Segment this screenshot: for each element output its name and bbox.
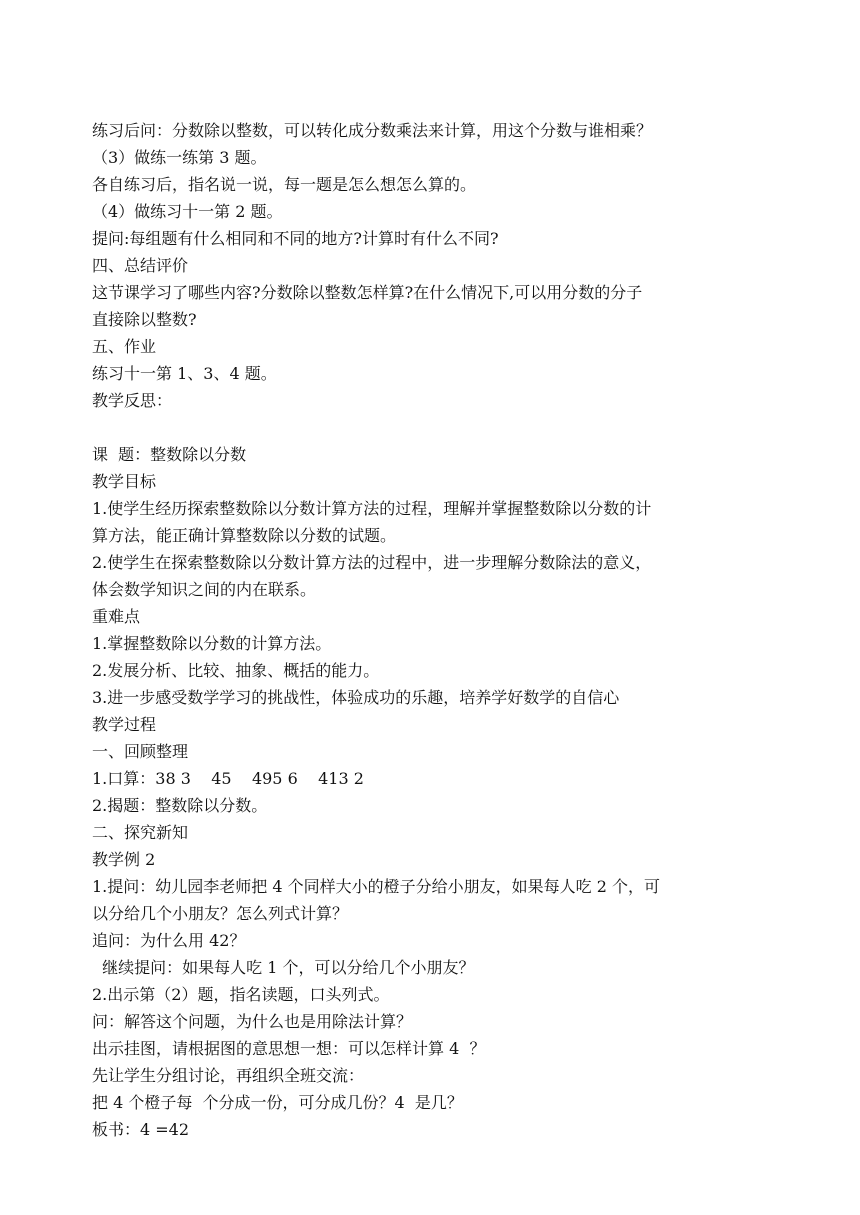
text-line: 体会数学知识之间的内在联系。 — [92, 580, 317, 599]
text-line: 这节课学习了哪些内容?分数除以整数怎样算?在什么情况下,可以用分数的分子 — [92, 283, 643, 302]
text-line: 2.揭题：整数除以分数。 — [92, 796, 268, 815]
text-line: 1.掌握整数除以分数的计算方法。 — [92, 634, 332, 653]
text-line: 1.提问：幼儿园李老师把 4 个同样大小的橙子分给小朋友，如果每人吃 2 个，可 — [92, 877, 660, 896]
text-line: 2.发展分析、比较、抽象、概括的能力。 — [92, 661, 380, 680]
text-line: 把 4 个橙子每 个分成一份，可分成几份？4 是几？ — [92, 1093, 463, 1112]
text-line: （3）做练一练第 3 题。 — [92, 148, 267, 167]
text-line: 提问:每组题有什么相同和不同的地方?计算时有什么不同? — [92, 229, 499, 248]
document-body — [92, 117, 712, 1143]
text-line: 各自练习后，指名说一说，每一题是怎么想怎么算的。 — [92, 175, 477, 194]
text-line: （4）做练习十一第 2 题。 — [92, 202, 283, 221]
text-line: 1.口算：38 3 45 495 6 413 2 — [92, 769, 364, 788]
section-heading: 一、回顾整理 — [92, 742, 189, 761]
section-heading: 教学目标 — [92, 472, 157, 491]
lesson-title: 课 题：整数除以分数 — [92, 445, 247, 464]
text-line: 练习后问：分数除以整数，可以转化成分数乘法来计算，用这个分数与谁相乘？ — [92, 121, 653, 140]
section-heading: 二、探究新知 — [92, 823, 189, 842]
text-line: 教学反思： — [92, 391, 173, 410]
section-heading: 四、总结评价 — [92, 256, 189, 275]
text-line: 先让学生分组讨论，再组织全班交流： — [92, 1066, 365, 1085]
text-line: 练习十一第 1、3、4 题。 — [92, 364, 277, 383]
text-line: 出示挂图，请根据图的意思想一想：可以怎样计算 4 ？ — [92, 1039, 486, 1058]
text-line: 问：解答这个问题，为什么也是用除法计算？ — [92, 1012, 413, 1031]
section-heading: 重难点 — [92, 607, 141, 626]
text-line: 2.出示第（2）题，指名读题，口头列式。 — [92, 985, 390, 1004]
text-line: 教学例 2 — [92, 850, 156, 869]
text-line: 板书：4 =42 — [92, 1120, 190, 1139]
text-line: 3.进一步感受数学学习的挑战性，体验成功的乐趣，培养学好数学的自信心 — [92, 688, 620, 707]
text-line: 2.使学生在探索整数除以分数计算方法的过程中，进一步理解分数除法的意义， — [92, 553, 652, 572]
blank-line — [92, 414, 712, 441]
text-line: 以分给几个小朋友？怎么列式计算？ — [92, 904, 349, 923]
text-line: 直接除以整数? — [92, 310, 197, 329]
text-line: 算方法，能正确计算整数除以分数的试题。 — [92, 526, 397, 545]
text-line: 1.使学生经历探索整数除以分数计算方法的过程，理解并掌握整数除以分数的计 — [92, 499, 652, 518]
text-line: 追问：为什么用 42？ — [92, 931, 246, 950]
section-heading: 教学过程 — [92, 715, 157, 734]
text-line: 继续提问：如果每人吃 1 个，可以分给几个小朋友？ — [92, 958, 475, 977]
section-heading: 五、作业 — [92, 337, 157, 356]
